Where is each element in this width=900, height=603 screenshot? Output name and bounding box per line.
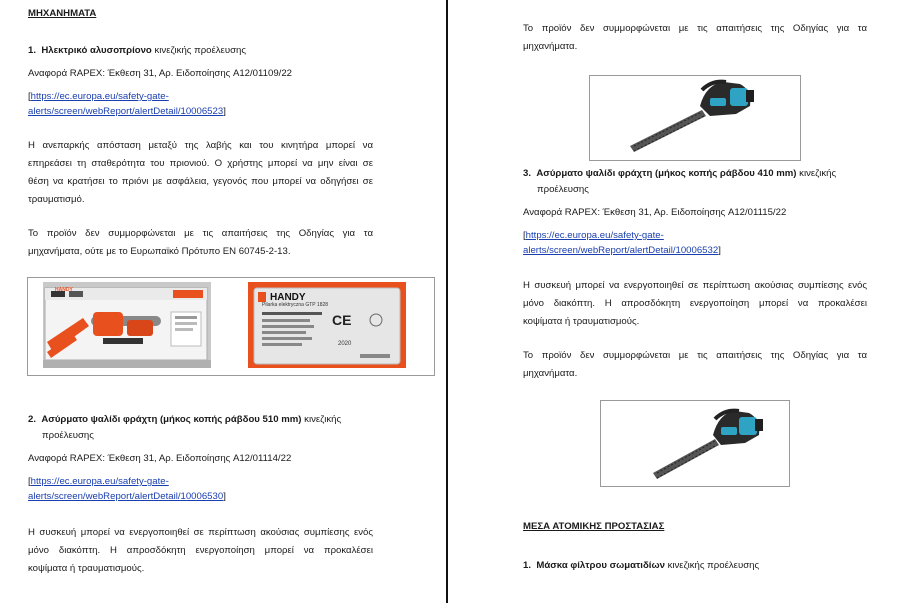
item2-link-line1[interactable]: [https://ec.europa.eu/safety-gate- [28,476,169,487]
item3-reference: Αναφορά RAPEX: Έκθεση 31, Αρ. Ειδοποίησης A12/01115/22 [523,207,787,218]
item3-link-line1[interactable]: [https://ec.europa.eu/safety-gate- [523,230,664,241]
item3-risk-line: Η συσκευή μπορεί να ενεργοποιηθεί σε περίπτωση ακούσιας συμπίεσης ενός [523,280,867,291]
item2-origin: κινεζικής [301,414,342,425]
item3-link-text2[interactable]: alerts/screen/webReport/alertDetail/10006532 [523,245,719,256]
item1-risk-line: τραυματισμό. [28,194,85,205]
item3-compliance-line: Το προϊόν δεν συμμορφώνεται με τις απαιτήσεις της Οδηγίας για τα [523,350,867,361]
item1b-number: 1. [523,560,532,571]
item2-risk-line: μόνο διακόπτη. Η απροσδόκητη ενεργοποίηση μπορεί να προκαλέσει [28,545,373,556]
section-heading-machinery: ΜΗΧΑΝΗΜΑΤΑ [28,8,97,19]
chainsaw-box-photo [43,282,211,368]
item1-number: 1. [28,45,37,56]
right-page [449,0,900,603]
item2-link-text2[interactable]: alerts/screen/webReport/alertDetail/10006530 [28,491,224,502]
item3-origin-line2: προέλευσης [537,184,589,195]
section-heading-ppe: ΜΕΣΑ ΑΤΟΜΙΚΗΣ ΠΡΟΣΤΑΣΙΑΣ [523,521,665,532]
item1-images-box [27,277,435,376]
item1-heading [28,44,246,57]
item1-reference: Αναφορά RAPEX: Έκθεση 31, Αρ. Ειδοποίησης A12/01109/22 [28,68,292,79]
hedge-trimmer-410-photo [589,75,801,161]
label-brand: HANDY [270,292,306,303]
item3-number: 3. [523,168,532,179]
item2-origin-line2: προέλευσης [42,430,94,441]
item3-link-text1[interactable]: https://ec.europa.eu/safety-gate- [525,230,664,241]
item1-link-text1[interactable]: https://ec.europa.eu/safety-gate- [30,91,169,102]
item3-title: Ασύρματο ψαλίδι φράχτη (μήκος κοπής ράβδου 410 mm) [536,168,797,179]
item1b-origin: κινεζικής προέλευσης [664,560,760,571]
cont-line: μηχανήματα. [523,41,578,52]
item2-link-line2[interactable]: alerts/screen/webReport/alertDetail/10006530] [28,491,226,502]
item1-link-line1[interactable]: [https://ec.europa.eu/safety-gate- [28,91,169,102]
label-title: Pilarka elektryczna GTP 1828 [262,302,329,308]
item2-risk-line: Η συσκευή μπορεί να ενεργοποιηθεί σε περίπτωση ακούσιας συμπίεσης ενός [28,527,373,538]
box-brand: HANDY [55,287,73,293]
item3-origin: κινεζικής [796,168,837,179]
cont-line: Το προϊόν δεν συμμορφώνεται με τις απαιτήσεις της Οδηγίας για τα [523,23,867,34]
item1-title: Ηλεκτρικό αλυσοπρίονο [41,45,152,56]
item1-link-line2[interactable]: alerts/screen/webReport/alertDetail/10006523] [28,106,226,117]
item1b-title: Μάσκα φίλτρου σωματιδίων [536,560,665,571]
item2-number: 2. [28,414,37,425]
item1b-heading [523,559,759,572]
item1-link-text2[interactable]: alerts/screen/webReport/alertDetail/10006523 [28,106,224,117]
item1-risk-line: θέση να κρατήσει το πριόνι με ασφάλεια, γεγονός που μπορεί να οδηγήσει σε [28,176,373,187]
item3-compliance-line: μηχανήματα. [523,368,578,379]
product-label-photo [248,282,406,368]
hedge-trimmer-photo-2 [600,400,790,487]
page-divider [446,0,448,603]
item1-risk-line: Η ανεπαρκής απόσταση μεταξύ της λαβής και του κινητήρα μπορεί να [28,140,373,151]
item1-origin: κινεζικής προέλευσης [151,45,246,56]
item1-risk-line: επηρεάσει τη σταθερότητα του πριονιού. Ο χρήστης μπορεί να μην είναι σε [28,158,373,169]
item2-heading [28,413,341,426]
item3-risk-line: μόνο διακόπτη. Η απροσδόκητη ενεργοποίηση μπορεί να προκαλέσει [523,298,867,309]
item1-compliance-line: Το προϊόν δεν συμμορφώνεται με τις απαιτήσεις της Οδηγίας για τα [28,228,373,239]
ce-mark: CE [332,312,352,328]
left-page [0,0,446,603]
item3-heading [523,167,836,180]
label-year: 2020 [338,341,352,347]
item3-link-line2[interactable]: alerts/screen/webReport/alertDetail/10006532] [523,245,721,256]
item3-risk-line: κοψίματα ή τραυματισμούς. [523,316,640,327]
item1-compliance-line: μηχανήματα, ούτε με το Ευρωπαϊκό Πρότυπο EN 60745-2-13. [28,246,291,257]
item2-link-text1[interactable]: https://ec.europa.eu/safety-gate- [30,476,169,487]
item2-reference: Αναφορά RAPEX: Έκθεση 31, Αρ. Ειδοποίησης A12/01114/22 [28,453,292,464]
item2-title: Ασύρματο ψαλίδι φράχτη (μήκος κοπής ράβδου 510 mm) [41,414,302,425]
item2-risk-line: κοψίματα ή τραυματισμούς. [28,563,145,574]
